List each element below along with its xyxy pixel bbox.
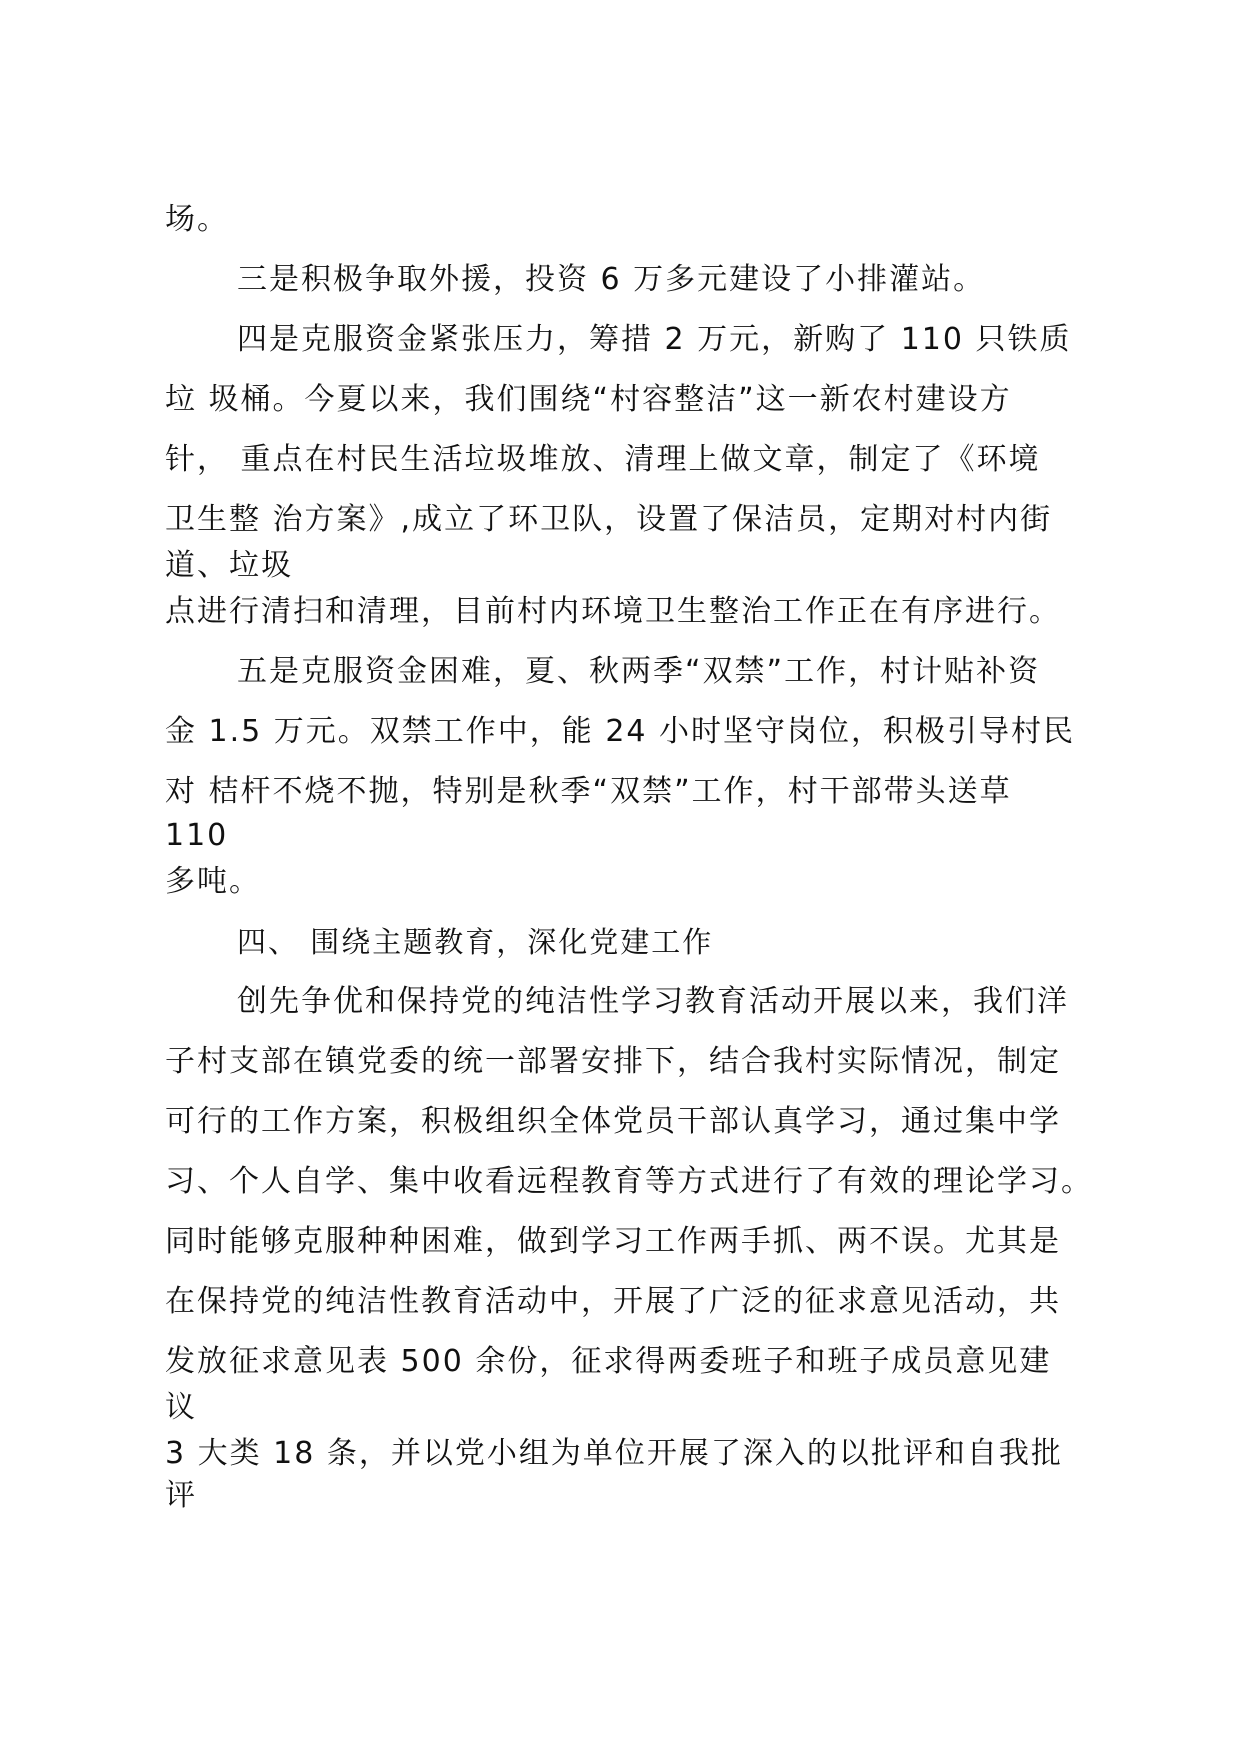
- text-line: 场。: [165, 202, 229, 237]
- text-line: 习、个人自学、集中收看远程教育等方式进行了有效的理论学习。: [165, 1164, 1093, 1199]
- text-line: 点进行清扫和清理，目前村内环境卫生整治工作正在有序进行。: [165, 594, 1061, 629]
- section-heading: 四、 围绕主题教育，深化党建工作: [237, 925, 714, 959]
- paragraph-line: 四是克服资金紧张压力，筹措 2 万元，新购了 110 只铁质: [237, 322, 1072, 357]
- text-line: 发放征求意见表 500 余份，征求得两委班子和班子成员意见建: [165, 1344, 1052, 1379]
- text-line: 110: [165, 818, 229, 853]
- text-line: 在保持党的纯洁性教育活动中，开展了广泛的征求意见活动，共: [165, 1284, 1061, 1319]
- text-line: 多吨。: [165, 864, 261, 899]
- text-line: 道、垃圾: [165, 548, 293, 583]
- text-line: 议: [165, 1390, 197, 1425]
- text-line: 可行的工作方案，积极组织全体党员干部认真学习，通过集中学: [165, 1104, 1061, 1139]
- text-line: 子村支部在镇党委的统一部署安排下，结合我村实际情况，制定: [165, 1044, 1061, 1079]
- text-line: 同时能够克服种种困难，做到学习工作两手抓、两不误。尤其是: [165, 1224, 1061, 1259]
- text-line: 金 1.5 万元。双禁工作中，能 24 小时坚守岗位，积极引导村民: [165, 714, 1076, 749]
- paragraph-line: 创先争优和保持党的纯洁性学习教育活动开展以来，我们洋: [237, 984, 1069, 1019]
- paragraph-line: 三是积极争取外援，投资 6 万多元建设了小排灌站。: [237, 262, 986, 297]
- text-line: 垃 圾桶。今夏以来，我们围绕“村容整洁”这一新农村建设方: [165, 382, 1012, 417]
- text-line: 评: [165, 1478, 197, 1513]
- text-line: 卫生整 治方案》,成立了环卫队，设置了保洁员，定期对村内街: [165, 502, 1053, 537]
- paragraph-line: 五是克服资金困难，夏、秋两季“双禁”工作，村计贴补资: [237, 654, 1041, 689]
- text-line: 对 桔杆不烧不抛，特别是秋季“双禁”工作，村干部带头送草: [165, 774, 1012, 809]
- text-line: 3 大类 18 条，并以党小组为单位开展了深入的以批评和自我批: [165, 1436, 1063, 1471]
- text-line: 针， 重点在村民生活垃圾堆放、清理上做文章，制定了《环境: [165, 442, 1041, 477]
